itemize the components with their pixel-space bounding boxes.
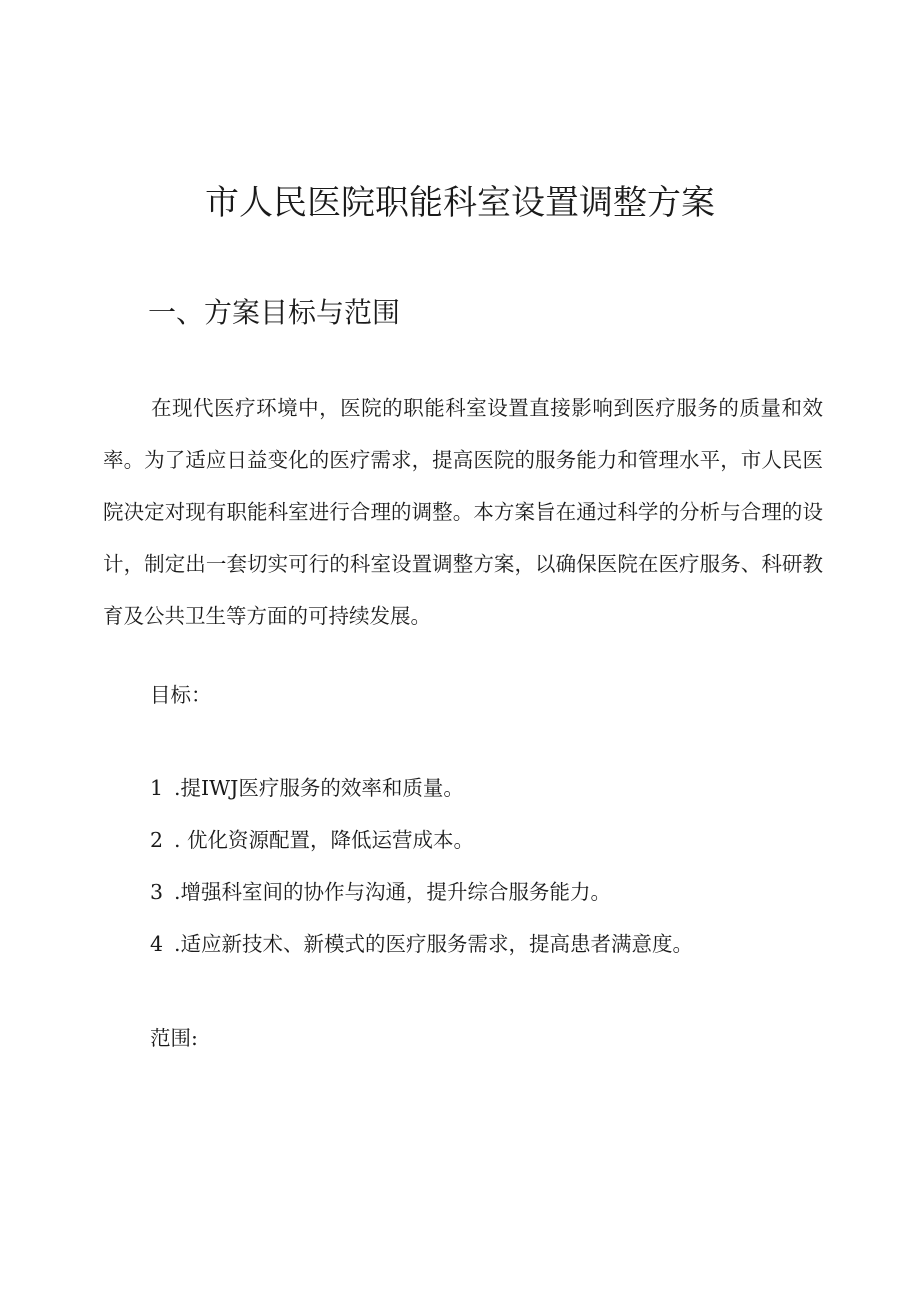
goals-list xyxy=(150,773,693,981)
scope-label: 范围: xyxy=(150,1026,198,1050)
goal-text: .提IWJ医疗服务的效率和质量。 xyxy=(174,776,464,800)
goal-text: . 优化资源配置，降低运营成本。 xyxy=(174,828,475,852)
goal-item xyxy=(150,773,693,825)
goal-item xyxy=(150,877,693,929)
goal-number: 4 xyxy=(150,932,164,956)
goal-number: 1 xyxy=(150,776,164,800)
goal-item xyxy=(150,825,693,877)
goal-number: 2 xyxy=(150,828,164,852)
goals-label: 目标： xyxy=(150,683,212,707)
goal-text: .适应新技术、新模式的医疗服务需求，提高患者满意度。 xyxy=(174,932,694,956)
document-title: 市人民医院职能科室设置调整方案 xyxy=(205,183,715,223)
section-heading: 一、方案目标与范围 xyxy=(148,296,401,329)
goal-text: .增强科室间的协作与沟通，提升综合服务能力。 xyxy=(174,880,612,904)
goal-number: 3 xyxy=(150,880,164,904)
intro-paragraph: 在现代医疗环境中，医院的职能科室设置直接影响到医疗服务的质量和效率。为了适应日益变化的医疗需求，提高医院的服务能力和管理水平，市人民医院决定对现有职能科室进行合理的调整。本方案旨在通过科学的分析与合理的设计，制定出一套切实可行的科室设置调整方案，以确保医院在医疗服务、科研教育及公共卫生等方面的可持续发展。 xyxy=(103,396,823,628)
goal-item xyxy=(150,929,693,981)
